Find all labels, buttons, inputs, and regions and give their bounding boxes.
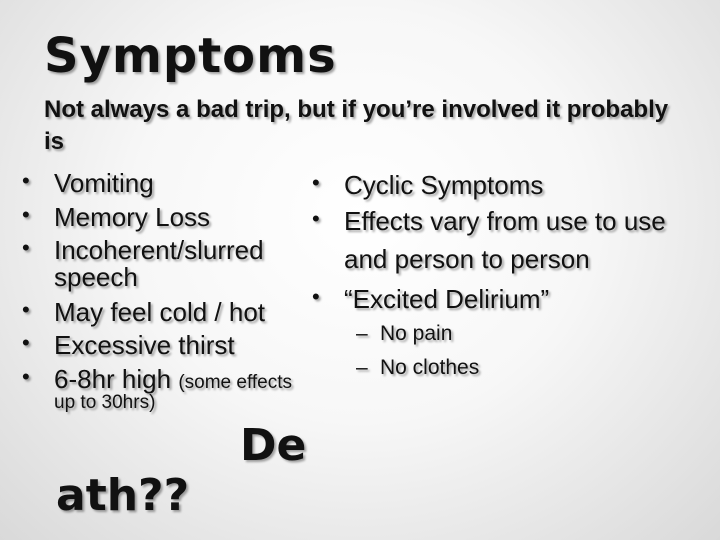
- bullet-text: Memory Loss: [54, 202, 211, 232]
- bullet-cyclic: [312, 170, 544, 201]
- bullet-dot: •: [312, 170, 320, 195]
- slide-title: Symptoms: [44, 28, 337, 84]
- slide-subtitle: Not always a bad trip, but if you’re involved it probably is: [44, 96, 669, 155]
- bullet-dot: •: [22, 202, 30, 227]
- bullet-incoherent-speech-cont: [54, 262, 138, 293]
- bullet-memory-loss: [22, 202, 211, 233]
- dash-mark: –: [356, 356, 368, 379]
- bullet-text: and person to person: [344, 244, 590, 274]
- death-text-part1: De: [240, 420, 307, 471]
- subbullet-text: No clothes: [380, 356, 480, 379]
- bullet-dot: •: [22, 330, 30, 355]
- bullet-text: 6-8hr high: [54, 364, 172, 394]
- bullet-text: May feel cold / hot: [54, 297, 265, 327]
- bullet-effects-vary: [312, 206, 666, 237]
- bullet-text: speech: [54, 262, 138, 292]
- bullet-note: (some effects: [178, 372, 293, 393]
- bullet-text: “Excited Delirium”: [344, 284, 550, 314]
- bullet-excited-delirium: [312, 284, 550, 315]
- bullet-text: Cyclic Symptoms: [344, 170, 544, 200]
- bullet-dot: •: [22, 364, 30, 389]
- bullet-dot: •: [312, 284, 320, 309]
- bullet-dot: •: [22, 297, 30, 322]
- bullet-high-duration: [22, 364, 293, 395]
- death-text-part2: ath??: [56, 470, 190, 521]
- bullet-dot: •: [22, 235, 30, 260]
- subbullet-no-clothes: [356, 356, 480, 380]
- dash-mark: –: [356, 322, 368, 345]
- bullet-cold-hot: [22, 297, 265, 328]
- bullet-text: Incoherent/slurred: [54, 235, 264, 265]
- bullet-dot: •: [22, 168, 30, 193]
- bullet-text: Vomiting: [54, 168, 154, 198]
- bullet-effects-vary-cont: [344, 244, 590, 275]
- bullet-high-duration-cont: [54, 392, 155, 414]
- bullet-excessive-thirst: [22, 330, 235, 361]
- subbullet-text: No pain: [380, 322, 453, 345]
- subbullet-no-pain: [356, 322, 453, 346]
- bullet-vomiting: [22, 168, 154, 199]
- bullet-text: Excessive thirst: [54, 330, 235, 360]
- bullet-dot: •: [312, 206, 320, 231]
- bullet-text: Effects vary from use to use: [344, 206, 666, 236]
- bullet-note: up to 30hrs): [54, 392, 156, 413]
